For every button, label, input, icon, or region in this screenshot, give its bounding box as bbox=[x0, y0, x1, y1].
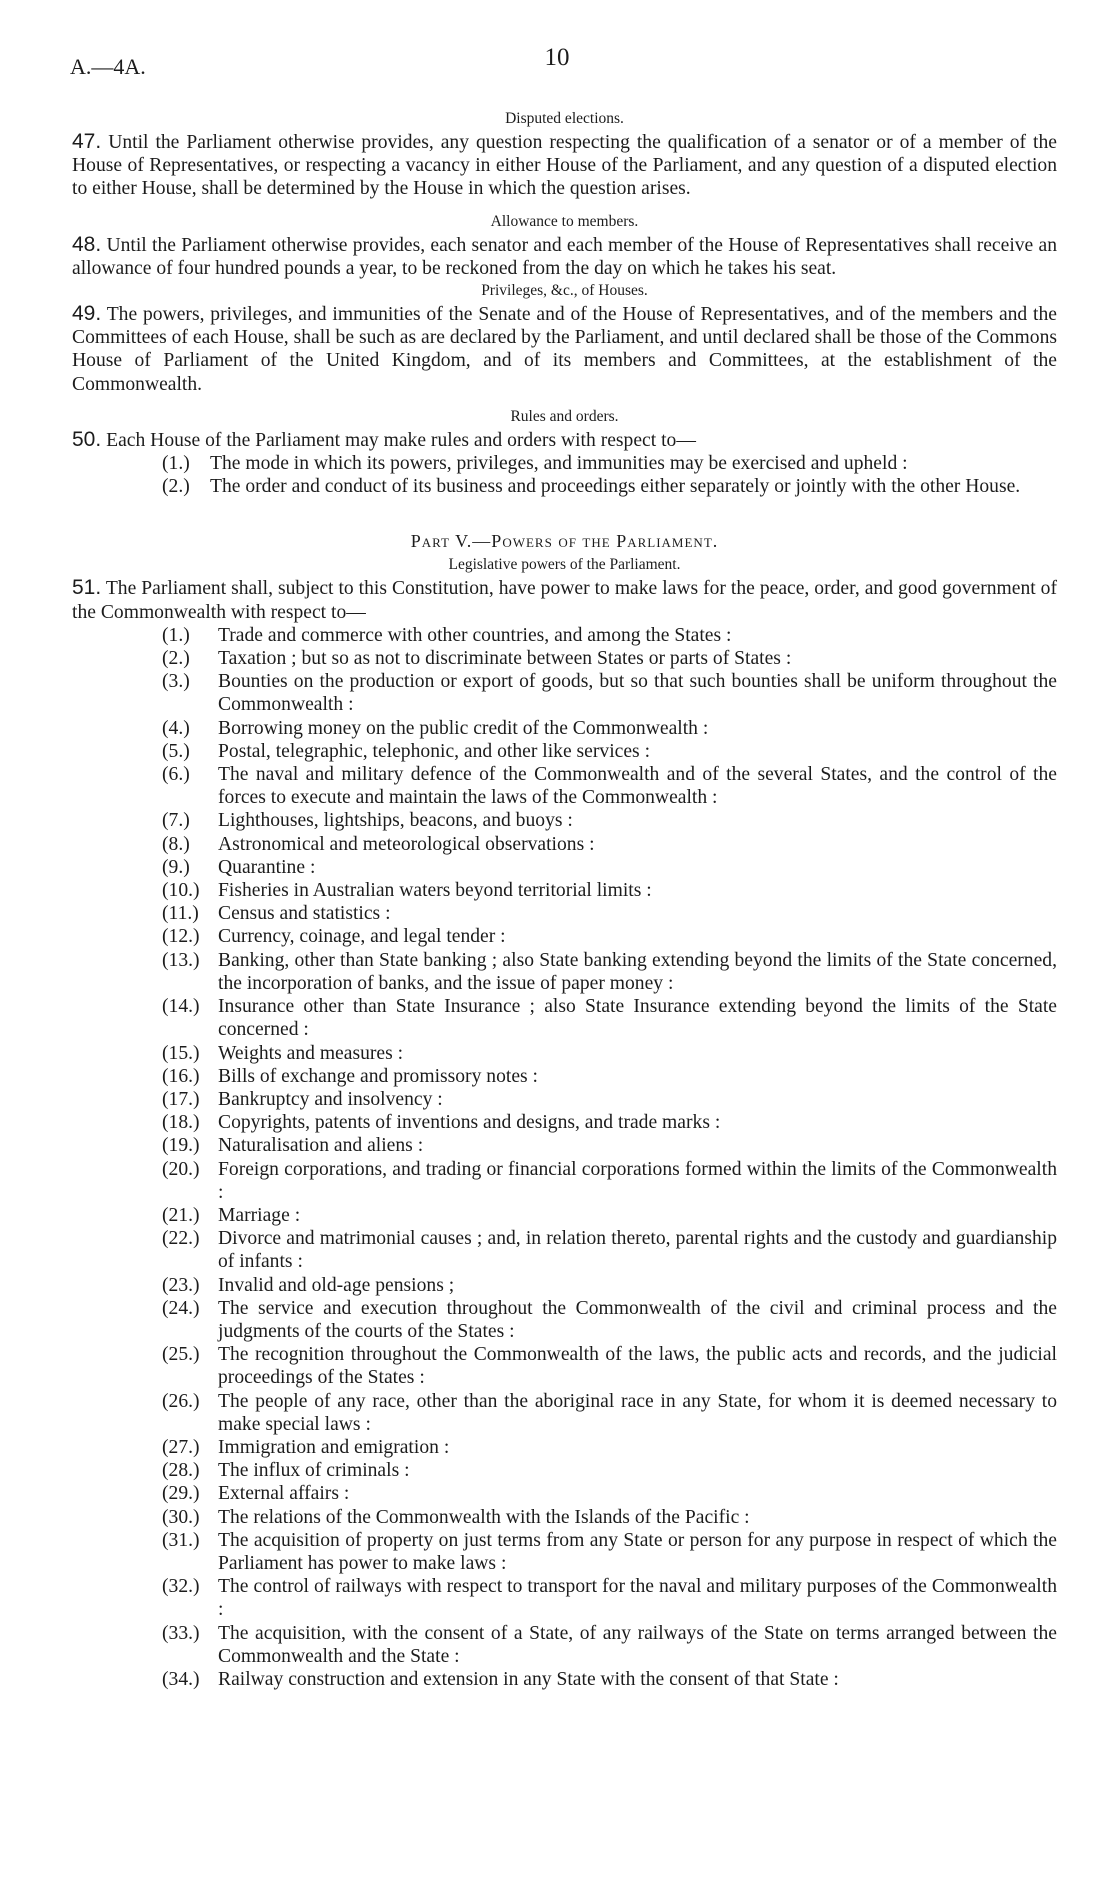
item-number: (7.) bbox=[162, 810, 190, 832]
section-51-list bbox=[72, 624, 1057, 1691]
section-text: The powers, privileges, and immunities of the Senate and of the House of Representatives, and of the members and the Committees of each House, shall be such as are declared by the Parliament, and until declared shall be those of the Commons House of Parliament of the United Kingdom, and of its members and Committees, at the establishment of the Commonwealth. bbox=[72, 304, 1057, 395]
document-body bbox=[72, 108, 1057, 1691]
list-item bbox=[72, 452, 1057, 475]
item-text: Bounties on the production or export of goods, but so that such bounties shall be uniform throughout the Commonwealth : bbox=[218, 671, 1057, 716]
section-47 bbox=[72, 130, 1057, 201]
item-text: The influx of criminals : bbox=[218, 1460, 410, 1482]
item-text: Divorce and matrimonial causes ; and, in relation thereto, parental rights and the custody and guardianship of infants : bbox=[218, 1228, 1057, 1273]
item-number: (11.) bbox=[162, 903, 199, 925]
side-heading-51: Legislative powers of the Parliament. bbox=[448, 556, 681, 574]
item-number: (4.) bbox=[162, 717, 190, 739]
item-text: The service and execution throughout the Commonwealth of the civil and criminal process and the judgments of the courts of the States : bbox=[218, 1297, 1057, 1342]
item-number: (12.) bbox=[162, 926, 200, 948]
section-48 bbox=[72, 233, 1057, 280]
item-number: (15.) bbox=[162, 1042, 200, 1064]
list-item bbox=[72, 717, 1057, 740]
list-item bbox=[72, 902, 1057, 925]
section-50 bbox=[72, 428, 1057, 452]
item-number: (6.) bbox=[162, 764, 190, 786]
item-number: (21.) bbox=[162, 1204, 200, 1226]
section-50-list bbox=[72, 452, 1057, 498]
section-number: 47. bbox=[72, 130, 102, 153]
item-number: (8.) bbox=[162, 833, 190, 855]
item-text: Bills of exchange and promissory notes : bbox=[218, 1065, 538, 1087]
item-number: (18.) bbox=[162, 1112, 200, 1134]
section-text: Each House of the Parliament may make rules and orders with respect to— bbox=[106, 429, 696, 451]
document-reference: A.—4A. bbox=[70, 54, 146, 79]
list-item bbox=[72, 1158, 1057, 1204]
list-item bbox=[72, 740, 1057, 763]
list-item bbox=[72, 1436, 1057, 1459]
item-text: The acquisition of property on just terms from any State or person for any purpose in respect of which the Parliament has power to make laws : bbox=[218, 1529, 1057, 1574]
item-number: (31.) bbox=[162, 1529, 200, 1551]
item-number: (9.) bbox=[162, 856, 190, 878]
list-item bbox=[72, 1042, 1057, 1065]
item-text: Immigration and emigration : bbox=[218, 1436, 450, 1458]
item-number: (29.) bbox=[162, 1483, 200, 1505]
side-heading-49: Privileges, &c., of Houses. bbox=[481, 282, 648, 300]
page-number: 10 bbox=[544, 44, 570, 71]
list-item bbox=[72, 1111, 1057, 1134]
item-number: (28.) bbox=[162, 1460, 200, 1482]
list-item bbox=[72, 624, 1057, 647]
item-text: The relations of the Commonwealth with the Islands of the Pacific : bbox=[218, 1506, 750, 1528]
item-text: The control of railways with respect to transport for the naval and military purposes of the Commonwealth : bbox=[218, 1576, 1057, 1621]
item-number: (25.) bbox=[162, 1344, 200, 1366]
item-text: The naval and military defence of the Commonwealth and of the several States, and the control of the forces to execute and maintain the laws of the Commonwealth : bbox=[218, 764, 1057, 809]
list-item bbox=[72, 647, 1057, 670]
item-text: Invalid and old-age pensions ; bbox=[218, 1274, 455, 1296]
list-item bbox=[72, 833, 1057, 856]
item-number: (24.) bbox=[162, 1297, 200, 1319]
section-text: Until the Parliament otherwise provides, any question respecting the qualification of a senator or of a member of the House of Representatives, or respecting a vacancy in either House of the Parliament, and any question of a disputed election to either House, shall be determined by the House in which the question arises. bbox=[72, 132, 1057, 200]
list-item bbox=[72, 1622, 1057, 1668]
item-number: (22.) bbox=[162, 1228, 200, 1250]
item-number: (5.) bbox=[162, 740, 190, 762]
item-number: (26.) bbox=[162, 1390, 200, 1412]
list-item bbox=[72, 1274, 1057, 1297]
item-text: Astronomical and meteorological observations : bbox=[218, 833, 595, 855]
list-item bbox=[72, 1668, 1057, 1691]
item-number: (14.) bbox=[162, 996, 200, 1018]
item-number: (32.) bbox=[162, 1576, 200, 1598]
list-item bbox=[72, 1529, 1057, 1575]
item-text: Railway construction and extension in any State with the consent of that State : bbox=[218, 1668, 839, 1690]
item-number: (1.) bbox=[162, 453, 190, 475]
list-item bbox=[72, 1134, 1057, 1157]
item-text: Borrowing money on the public credit of the Commonwealth : bbox=[218, 717, 709, 739]
list-item bbox=[72, 809, 1057, 832]
section-text: Until the Parliament otherwise provides, each senator and each member of the House of Representatives shall receive an allowance of four hundred pounds a year, to be reckoned from the day on which he takes his seat. bbox=[72, 234, 1057, 279]
item-text: Taxation ; but so as not to discriminate between States or parts of States : bbox=[218, 648, 792, 670]
list-item bbox=[72, 925, 1057, 948]
list-item bbox=[72, 670, 1057, 716]
section-text: The Parliament shall, subject to this Constitution, have power to make laws for the peace, order, and good government of the Commonwealth with respect to— bbox=[72, 578, 1058, 623]
item-number: (2.) bbox=[162, 648, 190, 670]
list-item bbox=[72, 1575, 1057, 1621]
item-number: (10.) bbox=[162, 880, 200, 902]
list-item bbox=[72, 949, 1057, 995]
list-item bbox=[72, 1065, 1057, 1088]
item-number: (19.) bbox=[162, 1135, 200, 1157]
item-number: (17.) bbox=[162, 1088, 200, 1110]
item-text: Quarantine : bbox=[218, 856, 316, 878]
item-text: Copyrights, patents of inventions and designs, and trade marks : bbox=[218, 1112, 721, 1134]
section-number: 48. bbox=[72, 232, 102, 256]
item-text: The mode in which its powers, privileges, and immunities may be exercised and upheld : bbox=[210, 453, 908, 475]
item-text: Marriage : bbox=[218, 1204, 301, 1226]
side-heading-48: Allowance to members. bbox=[490, 212, 639, 230]
item-text: Trade and commerce with other countries, and among the States : bbox=[218, 624, 732, 646]
list-item bbox=[72, 1227, 1057, 1273]
item-text: Bankruptcy and insolvency : bbox=[218, 1088, 443, 1110]
section-49 bbox=[72, 302, 1057, 396]
list-item bbox=[72, 995, 1057, 1041]
item-text: Census and statistics : bbox=[218, 903, 391, 925]
item-number: (34.) bbox=[162, 1668, 200, 1690]
item-number: (16.) bbox=[162, 1065, 200, 1087]
item-number: (3.) bbox=[162, 671, 190, 693]
section-number: 49. bbox=[72, 302, 102, 326]
item-number: (1.) bbox=[162, 624, 190, 646]
item-number: (2.) bbox=[162, 476, 190, 498]
item-text: The acquisition, with the consent of a State, of any railways of the State on terms arranged between the Commonwealth and the State : bbox=[218, 1622, 1057, 1667]
item-text: The order and conduct of its business and proceedings either separately or jointly with the other House. bbox=[210, 476, 1021, 498]
list-item bbox=[72, 1343, 1057, 1389]
list-item bbox=[72, 1390, 1057, 1436]
item-text: External affairs : bbox=[218, 1483, 350, 1505]
item-text: Postal, telegraphic, telephonic, and other like services : bbox=[218, 740, 651, 762]
list-item bbox=[72, 1482, 1057, 1505]
item-text: Foreign corporations, and trading or financial corporations formed within the limits of the Commonwealth : bbox=[218, 1158, 1057, 1203]
item-text: Naturalisation and aliens : bbox=[218, 1135, 424, 1157]
section-number: 50. bbox=[72, 427, 102, 451]
item-text: The people of any race, other than the aboriginal race in any State, for whom it is deemed necessary to make special laws : bbox=[218, 1390, 1057, 1435]
item-text: The recognition throughout the Commonwealth of the laws, the public acts and records, and the judicial proceedings of the States : bbox=[218, 1344, 1057, 1389]
item-text: Lighthouses, lightships, beacons, and buoys : bbox=[218, 810, 573, 832]
item-text: Weights and measures : bbox=[218, 1042, 404, 1064]
section-51 bbox=[72, 576, 1057, 623]
section-number: 51. bbox=[72, 576, 102, 600]
item-number: (23.) bbox=[162, 1274, 200, 1296]
item-text: Fisheries in Australian waters beyond territorial limits : bbox=[218, 880, 652, 902]
side-heading-47: Disputed elections. bbox=[505, 110, 624, 127]
side-heading-50: Rules and orders. bbox=[510, 407, 619, 425]
item-number: (33.) bbox=[162, 1622, 200, 1644]
part-heading: Part V.—Powers of the Parliament. bbox=[410, 531, 719, 552]
item-number: (20.) bbox=[162, 1158, 200, 1180]
list-item bbox=[72, 1204, 1057, 1227]
list-item bbox=[72, 879, 1057, 902]
list-item bbox=[72, 856, 1057, 879]
list-item bbox=[72, 1297, 1057, 1343]
page-header bbox=[0, 44, 1114, 84]
list-item bbox=[72, 1088, 1057, 1111]
item-text: Currency, coinage, and legal tender : bbox=[218, 926, 506, 948]
item-number: (13.) bbox=[162, 949, 200, 971]
list-item bbox=[72, 475, 1057, 498]
item-text: Banking, other than State banking ; also State banking extending beyond the limits of the State concerned, the incorporation of banks, and the issue of paper money : bbox=[218, 949, 1057, 994]
list-item bbox=[72, 1459, 1057, 1482]
item-text: Insurance other than State Insurance ; also State Insurance extending beyond the limits of the State concerned : bbox=[218, 996, 1057, 1041]
item-number: (27.) bbox=[162, 1436, 200, 1458]
item-number: (30.) bbox=[162, 1506, 200, 1528]
list-item bbox=[72, 1506, 1057, 1529]
list-item bbox=[72, 763, 1057, 809]
